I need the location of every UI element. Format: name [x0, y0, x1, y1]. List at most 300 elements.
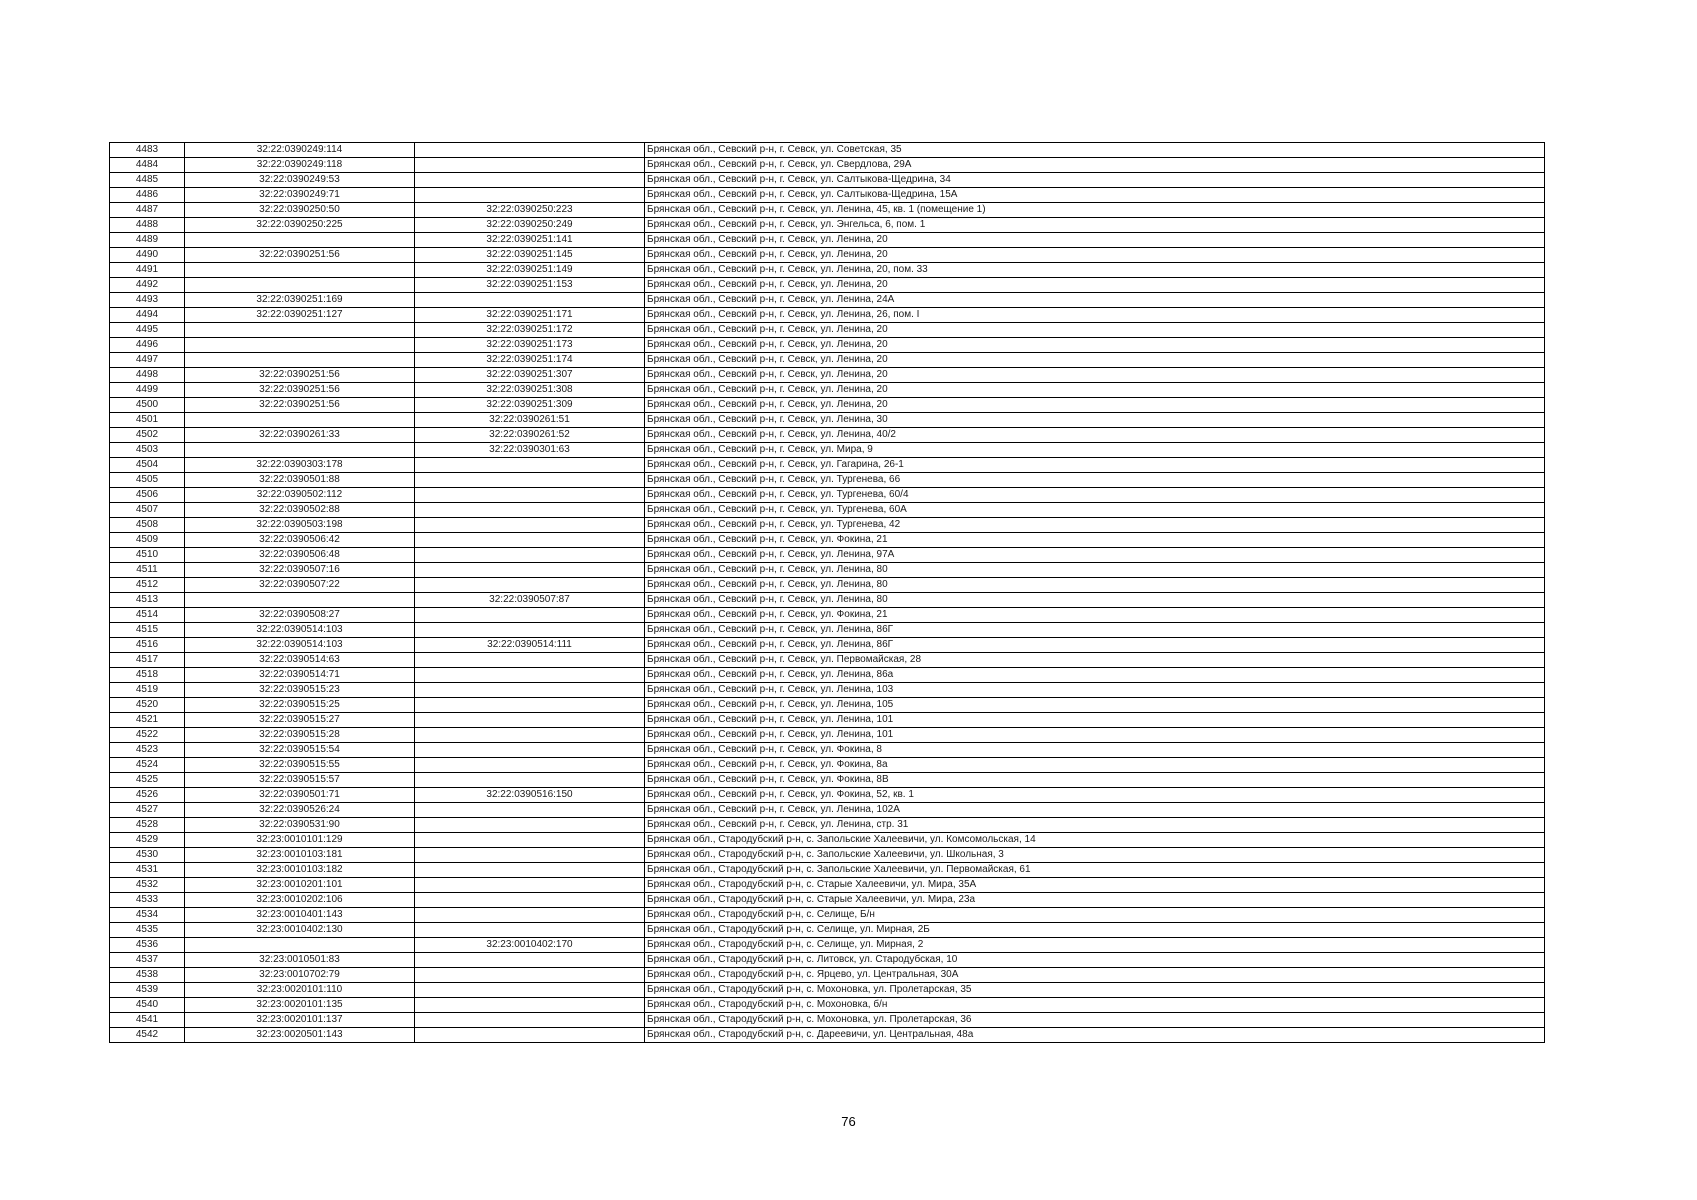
- address-cell: Брянская обл., Севский р-н, г. Севск, ул. Ленина, 20: [645, 323, 1545, 338]
- row-number-cell: 4483: [110, 143, 185, 158]
- row-number-cell: 4518: [110, 668, 185, 683]
- cadastral-number-cell: [185, 593, 415, 608]
- table-row: [110, 533, 1545, 548]
- object-cadastral-number-cell: [415, 773, 645, 788]
- object-cadastral-number-cell: 32:22:0390251:307: [415, 368, 645, 383]
- cadastral-number-cell: 32:22:0390515:23: [185, 683, 415, 698]
- row-number-cell: 4490: [110, 248, 185, 263]
- table-row: [110, 308, 1545, 323]
- address-cell: Брянская обл., Севский р-н, г. Севск, ул. Фокина, 52, кв. 1: [645, 788, 1545, 803]
- address-cell: Брянская обл., Севский р-н, г. Севск, ул. Ленина, 40/2: [645, 428, 1545, 443]
- cadastral-number-cell: 32:22:0390249:114: [185, 143, 415, 158]
- row-number-cell: 4504: [110, 458, 185, 473]
- cadastral-number-cell: [185, 263, 415, 278]
- table-row: [110, 698, 1545, 713]
- table-row: [110, 908, 1545, 923]
- table-row: [110, 728, 1545, 743]
- table-row: [110, 368, 1545, 383]
- cadastral-number-cell: 32:23:0010103:181: [185, 848, 415, 863]
- cadastral-number-cell: 32:22:0390503:198: [185, 518, 415, 533]
- table-row: [110, 773, 1545, 788]
- address-cell: Брянская обл., Севский р-н, г. Севск, ул. Ленина, стр. 31: [645, 818, 1545, 833]
- cadastral-number-cell: 32:22:0390251:127: [185, 308, 415, 323]
- address-cell: Брянская обл., Стародубский р-н, с. Мохоновка, ул. Пролетарская, 35: [645, 983, 1545, 998]
- row-number-cell: 4488: [110, 218, 185, 233]
- row-number-cell: 4497: [110, 353, 185, 368]
- cadastral-number-cell: 32:23:0010201:101: [185, 878, 415, 893]
- table-row: [110, 428, 1545, 443]
- row-number-cell: 4510: [110, 548, 185, 563]
- object-cadastral-number-cell: 32:22:0390251:173: [415, 338, 645, 353]
- cadastral-number-cell: 32:22:0390514:63: [185, 653, 415, 668]
- cadastral-number-cell: 32:22:0390507:16: [185, 563, 415, 578]
- row-number-cell: 4531: [110, 863, 185, 878]
- cadastral-number-cell: 32:22:0390515:27: [185, 713, 415, 728]
- row-number-cell: 4522: [110, 728, 185, 743]
- address-cell: Брянская обл., Стародубский р-н, с. Запольские Халеевичи, ул. Школьная, 3: [645, 848, 1545, 863]
- address-cell: Брянская обл., Севский р-н, г. Севск, ул. Ленина, 20: [645, 368, 1545, 383]
- table-row: [110, 713, 1545, 728]
- row-number-cell: 4538: [110, 968, 185, 983]
- object-cadastral-number-cell: 32:22:0390251:174: [415, 353, 645, 368]
- object-cadastral-number-cell: [415, 653, 645, 668]
- table-row: [110, 758, 1545, 773]
- address-cell: Брянская обл., Стародубский р-н, с. Старые Халеевичи, ул. Мира, 35А: [645, 878, 1545, 893]
- object-cadastral-number-cell: [415, 563, 645, 578]
- row-number-cell: 4511: [110, 563, 185, 578]
- row-number-cell: 4506: [110, 488, 185, 503]
- registry-table: [109, 142, 1545, 1043]
- cadastral-number-cell: 32:22:0390251:169: [185, 293, 415, 308]
- address-cell: Брянская обл., Севский р-н, г. Севск, ул. Тургенева, 42: [645, 518, 1545, 533]
- table-row: [110, 638, 1545, 653]
- address-cell: Брянская обл., Севский р-н, г. Севск, ул. Ленина, 26, пом. I: [645, 308, 1545, 323]
- object-cadastral-number-cell: 32:22:0390250:249: [415, 218, 645, 233]
- row-number-cell: 4528: [110, 818, 185, 833]
- table-row: [110, 143, 1545, 158]
- object-cadastral-number-cell: [415, 518, 645, 533]
- object-cadastral-number-cell: [415, 1013, 645, 1028]
- cadastral-number-cell: [185, 938, 415, 953]
- address-cell: Брянская обл., Севский р-н, г. Севск, ул. Ленина, 86а: [645, 668, 1545, 683]
- table-row: [110, 188, 1545, 203]
- object-cadastral-number-cell: [415, 728, 645, 743]
- table-row: [110, 668, 1545, 683]
- cadastral-number-cell: 32:23:0020501:143: [185, 1028, 415, 1043]
- table-row: [110, 398, 1545, 413]
- object-cadastral-number-cell: [415, 758, 645, 773]
- table-row: [110, 623, 1545, 638]
- object-cadastral-number-cell: [415, 578, 645, 593]
- address-cell: Брянская обл., Стародубский р-н, с. Мохоновка, б/н: [645, 998, 1545, 1013]
- table-row: [110, 203, 1545, 218]
- row-number-cell: 4519: [110, 683, 185, 698]
- address-cell: Брянская обл., Севский р-н, г. Севск, ул. Тургенева, 66: [645, 473, 1545, 488]
- address-cell: Брянская обл., Севский р-н, г. Севск, ул. Фокина, 8: [645, 743, 1545, 758]
- object-cadastral-number-cell: [415, 188, 645, 203]
- cadastral-number-cell: 32:22:0390249:53: [185, 173, 415, 188]
- address-cell: Брянская обл., Севский р-н, г. Севск, ул. Мира, 9: [645, 443, 1545, 458]
- table-row: [110, 218, 1545, 233]
- cadastral-number-cell: 32:22:0390531:90: [185, 818, 415, 833]
- address-cell: Брянская обл., Севский р-н, г. Севск, ул. Свердлова, 29А: [645, 158, 1545, 173]
- registry-table-wrapper: [109, 142, 1544, 1043]
- table-row: [110, 983, 1545, 998]
- registry-table-body: [110, 143, 1545, 1043]
- cadastral-number-cell: 32:22:0390508:27: [185, 608, 415, 623]
- object-cadastral-number-cell: 32:22:0390251:153: [415, 278, 645, 293]
- cadastral-number-cell: 32:23:0010702:79: [185, 968, 415, 983]
- address-cell: Брянская обл., Стародубский р-н, с. Ярцево, ул. Центральная, 30А: [645, 968, 1545, 983]
- address-cell: Брянская обл., Севский р-н, г. Севск, ул. Ленина, 24А: [645, 293, 1545, 308]
- row-number-cell: 4500: [110, 398, 185, 413]
- table-row: [110, 833, 1545, 848]
- row-number-cell: 4541: [110, 1013, 185, 1028]
- row-number-cell: 4529: [110, 833, 185, 848]
- object-cadastral-number-cell: [415, 503, 645, 518]
- table-row: [110, 1013, 1545, 1028]
- address-cell: Брянская обл., Севский р-н, г. Севск, ул. Ленина, 80: [645, 563, 1545, 578]
- cadastral-number-cell: [185, 323, 415, 338]
- object-cadastral-number-cell: 32:23:0010402:170: [415, 938, 645, 953]
- table-row: [110, 548, 1545, 563]
- object-cadastral-number-cell: 32:22:0390507:87: [415, 593, 645, 608]
- row-number-cell: 4489: [110, 233, 185, 248]
- cadastral-number-cell: 32:22:0390501:88: [185, 473, 415, 488]
- address-cell: Брянская обл., Севский р-н, г. Севск, ул. Тургенева, 60/4: [645, 488, 1545, 503]
- object-cadastral-number-cell: 32:22:0390261:51: [415, 413, 645, 428]
- row-number-cell: 4537: [110, 953, 185, 968]
- row-number-cell: 4523: [110, 743, 185, 758]
- row-number-cell: 4503: [110, 443, 185, 458]
- address-cell: Брянская обл., Севский р-н, г. Севск, ул. Ленина, 20: [645, 353, 1545, 368]
- row-number-cell: 4540: [110, 998, 185, 1013]
- table-row: [110, 353, 1545, 368]
- row-number-cell: 4535: [110, 923, 185, 938]
- object-cadastral-number-cell: [415, 473, 645, 488]
- row-number-cell: 4530: [110, 848, 185, 863]
- object-cadastral-number-cell: 32:22:0390301:63: [415, 443, 645, 458]
- object-cadastral-number-cell: [415, 833, 645, 848]
- cadastral-number-cell: 32:22:0390515:25: [185, 698, 415, 713]
- address-cell: Брянская обл., Севский р-н, г. Севск, ул. Ленина, 86Г: [645, 623, 1545, 638]
- cadastral-number-cell: 32:22:0390515:55: [185, 758, 415, 773]
- cadastral-number-cell: 32:22:0390261:33: [185, 428, 415, 443]
- table-row: [110, 518, 1545, 533]
- row-number-cell: 4508: [110, 518, 185, 533]
- object-cadastral-number-cell: [415, 668, 645, 683]
- row-number-cell: 4496: [110, 338, 185, 353]
- row-number-cell: 4507: [110, 503, 185, 518]
- table-row: [110, 248, 1545, 263]
- table-row: [110, 488, 1545, 503]
- table-row: [110, 443, 1545, 458]
- address-cell: Брянская обл., Севский р-н, г. Севск, ул. Ленина, 102А: [645, 803, 1545, 818]
- table-row: [110, 278, 1545, 293]
- table-row: [110, 923, 1545, 938]
- address-cell: Брянская обл., Севский р-н, г. Севск, ул. Салтыкова-Щедрина, 34: [645, 173, 1545, 188]
- cadastral-number-cell: 32:22:0390515:28: [185, 728, 415, 743]
- cadastral-number-cell: 32:22:0390515:54: [185, 743, 415, 758]
- cadastral-number-cell: 32:22:0390303:178: [185, 458, 415, 473]
- object-cadastral-number-cell: [415, 293, 645, 308]
- row-number-cell: 4542: [110, 1028, 185, 1043]
- row-number-cell: 4493: [110, 293, 185, 308]
- table-row: [110, 938, 1545, 953]
- object-cadastral-number-cell: [415, 1028, 645, 1043]
- table-row: [110, 503, 1545, 518]
- object-cadastral-number-cell: [415, 953, 645, 968]
- address-cell: Брянская обл., Севский р-н, г. Севск, ул. Гагарина, 26-1: [645, 458, 1545, 473]
- object-cadastral-number-cell: 32:22:0390251:309: [415, 398, 645, 413]
- cadastral-number-cell: 32:22:0390514:71: [185, 668, 415, 683]
- cadastral-number-cell: 32:22:0390526:24: [185, 803, 415, 818]
- cadastral-number-cell: 32:23:0010103:182: [185, 863, 415, 878]
- table-row: [110, 953, 1545, 968]
- object-cadastral-number-cell: [415, 488, 645, 503]
- table-row: [110, 1028, 1545, 1043]
- address-cell: Брянская обл., Стародубский р-н, с. Запольские Халеевичи, ул. Первомайская, 61: [645, 863, 1545, 878]
- object-cadastral-number-cell: [415, 863, 645, 878]
- cadastral-number-cell: [185, 413, 415, 428]
- row-number-cell: 4509: [110, 533, 185, 548]
- cadastral-number-cell: 32:23:0010501:83: [185, 953, 415, 968]
- address-cell: Брянская обл., Севский р-н, г. Севск, ул. Энгельса, 6, пом. 1: [645, 218, 1545, 233]
- cadastral-number-cell: 32:22:0390250:50: [185, 203, 415, 218]
- object-cadastral-number-cell: 32:22:0390251:141: [415, 233, 645, 248]
- address-cell: Брянская обл., Севский р-н, г. Севск, ул. Ленина, 20: [645, 398, 1545, 413]
- object-cadastral-number-cell: 32:22:0390261:52: [415, 428, 645, 443]
- row-number-cell: 4492: [110, 278, 185, 293]
- cadastral-number-cell: [185, 338, 415, 353]
- address-cell: Брянская обл., Севский р-н, г. Севск, ул. Ленина, 103: [645, 683, 1545, 698]
- address-cell: Брянская обл., Севский р-н, г. Севск, ул. Первомайская, 28: [645, 653, 1545, 668]
- table-row: [110, 323, 1545, 338]
- table-row: [110, 563, 1545, 578]
- address-cell: Брянская обл., Стародубский р-н, с. Запольские Халеевичи, ул. Комсомольская, 14: [645, 833, 1545, 848]
- address-cell: Брянская обл., Севский р-н, г. Севск, ул. Ленина, 80: [645, 578, 1545, 593]
- object-cadastral-number-cell: [415, 713, 645, 728]
- address-cell: Брянская обл., Севский р-н, г. Севск, ул. Салтыкова-Щедрина, 15А: [645, 188, 1545, 203]
- object-cadastral-number-cell: [415, 623, 645, 638]
- object-cadastral-number-cell: [415, 548, 645, 563]
- table-row: [110, 173, 1545, 188]
- row-number-cell: 4520: [110, 698, 185, 713]
- address-cell: Брянская обл., Стародубский р-н, с. Селище, ул. Мирная, 2Б: [645, 923, 1545, 938]
- row-number-cell: 4524: [110, 758, 185, 773]
- cadastral-number-cell: [185, 233, 415, 248]
- cadastral-number-cell: 32:22:0390514:103: [185, 638, 415, 653]
- cadastral-number-cell: 32:22:0390251:56: [185, 398, 415, 413]
- row-number-cell: 4484: [110, 158, 185, 173]
- object-cadastral-number-cell: [415, 158, 645, 173]
- object-cadastral-number-cell: [415, 848, 645, 863]
- object-cadastral-number-cell: [415, 968, 645, 983]
- cadastral-number-cell: 32:22:0390251:56: [185, 383, 415, 398]
- row-number-cell: 4539: [110, 983, 185, 998]
- table-row: [110, 968, 1545, 983]
- row-number-cell: 4536: [110, 938, 185, 953]
- table-row: [110, 578, 1545, 593]
- object-cadastral-number-cell: 32:22:0390251:308: [415, 383, 645, 398]
- cadastral-number-cell: 32:23:0010101:129: [185, 833, 415, 848]
- address-cell: Брянская обл., Стародубский р-н, с. Старые Халеевичи, ул. Мира, 23а: [645, 893, 1545, 908]
- row-number-cell: 4516: [110, 638, 185, 653]
- cadastral-number-cell: 32:22:0390249:118: [185, 158, 415, 173]
- row-number-cell: 4513: [110, 593, 185, 608]
- cadastral-number-cell: 32:22:0390506:42: [185, 533, 415, 548]
- object-cadastral-number-cell: [415, 998, 645, 1013]
- cadastral-number-cell: 32:22:0390515:57: [185, 773, 415, 788]
- table-row: [110, 593, 1545, 608]
- address-cell: Брянская обл., Севский р-н, г. Севск, ул. Советская, 35: [645, 143, 1545, 158]
- object-cadastral-number-cell: [415, 893, 645, 908]
- table-row: [110, 338, 1545, 353]
- row-number-cell: 4512: [110, 578, 185, 593]
- cadastral-number-cell: 32:22:0390251:56: [185, 368, 415, 383]
- row-number-cell: 4514: [110, 608, 185, 623]
- address-cell: Брянская обл., Стародубский р-н, с. Селище, ул. Мирная, 2: [645, 938, 1545, 953]
- object-cadastral-number-cell: [415, 923, 645, 938]
- row-number-cell: 4499: [110, 383, 185, 398]
- row-number-cell: 4517: [110, 653, 185, 668]
- object-cadastral-number-cell: 32:22:0390250:223: [415, 203, 645, 218]
- address-cell: Брянская обл., Севский р-н, г. Севск, ул. Ленина, 101: [645, 728, 1545, 743]
- address-cell: Брянская обл., Севский р-н, г. Севск, ул. Ленина, 105: [645, 698, 1545, 713]
- address-cell: Брянская обл., Севский р-н, г. Севск, ул. Фокина, 8В: [645, 773, 1545, 788]
- row-number-cell: 4505: [110, 473, 185, 488]
- table-row: [110, 293, 1545, 308]
- cadastral-number-cell: 32:22:0390506:48: [185, 548, 415, 563]
- address-cell: Брянская обл., Севский р-н, г. Севск, ул. Ленина, 20: [645, 383, 1545, 398]
- cadastral-number-cell: 32:22:0390250:225: [185, 218, 415, 233]
- object-cadastral-number-cell: 32:22:0390251:171: [415, 308, 645, 323]
- table-row: [110, 413, 1545, 428]
- table-row: [110, 233, 1545, 248]
- row-number-cell: 4491: [110, 263, 185, 278]
- address-cell: Брянская обл., Севский р-н, г. Севск, ул. Фокина, 21: [645, 608, 1545, 623]
- object-cadastral-number-cell: [415, 458, 645, 473]
- address-cell: Брянская обл., Стародубский р-н, с. Мохоновка, ул. Пролетарская, 36: [645, 1013, 1545, 1028]
- address-cell: Брянская обл., Севский р-н, г. Севск, ул. Ленина, 80: [645, 593, 1545, 608]
- cadastral-number-cell: [185, 353, 415, 368]
- row-number-cell: 4515: [110, 623, 185, 638]
- object-cadastral-number-cell: [415, 143, 645, 158]
- table-row: [110, 473, 1545, 488]
- row-number-cell: 4495: [110, 323, 185, 338]
- object-cadastral-number-cell: 32:22:0390251:172: [415, 323, 645, 338]
- row-number-cell: 4501: [110, 413, 185, 428]
- address-cell: Брянская обл., Севский р-н, г. Севск, ул. Ленина, 97А: [645, 548, 1545, 563]
- object-cadastral-number-cell: [415, 803, 645, 818]
- object-cadastral-number-cell: [415, 878, 645, 893]
- object-cadastral-number-cell: [415, 818, 645, 833]
- object-cadastral-number-cell: [415, 743, 645, 758]
- page-number: 76: [841, 1114, 856, 1129]
- table-row: [110, 863, 1545, 878]
- cadastral-number-cell: 32:22:0390514:103: [185, 623, 415, 638]
- table-row: [110, 383, 1545, 398]
- row-number-cell: 4521: [110, 713, 185, 728]
- address-cell: Брянская обл., Севский р-н, г. Севск, ул. Ленина, 101: [645, 713, 1545, 728]
- cadastral-number-cell: 32:22:0390501:71: [185, 788, 415, 803]
- row-number-cell: 4533: [110, 893, 185, 908]
- table-row: [110, 803, 1545, 818]
- row-number-cell: 4486: [110, 188, 185, 203]
- row-number-cell: 4526: [110, 788, 185, 803]
- address-cell: Брянская обл., Севский р-н, г. Севск, ул. Ленина, 20: [645, 278, 1545, 293]
- cadastral-number-cell: 32:23:0020101:110: [185, 983, 415, 998]
- object-cadastral-number-cell: [415, 908, 645, 923]
- table-row: [110, 893, 1545, 908]
- object-cadastral-number-cell: [415, 608, 645, 623]
- table-row: [110, 158, 1545, 173]
- cadastral-number-cell: [185, 443, 415, 458]
- table-row: [110, 653, 1545, 668]
- table-row: [110, 743, 1545, 758]
- address-cell: Брянская обл., Севский р-н, г. Севск, ул. Ленина, 20: [645, 338, 1545, 353]
- address-cell: Брянская обл., Севский р-н, г. Севск, ул. Ленина, 45, кв. 1 (помещение 1): [645, 203, 1545, 218]
- row-number-cell: 4485: [110, 173, 185, 188]
- cadastral-number-cell: 32:22:0390502:112: [185, 488, 415, 503]
- row-number-cell: 4532: [110, 878, 185, 893]
- object-cadastral-number-cell: [415, 683, 645, 698]
- row-number-cell: 4502: [110, 428, 185, 443]
- table-row: [110, 818, 1545, 833]
- address-cell: Брянская обл., Стародубский р-н, с. Дареевичи, ул. Центральная, 48а: [645, 1028, 1545, 1043]
- table-row: [110, 878, 1545, 893]
- cadastral-number-cell: 32:22:0390249:71: [185, 188, 415, 203]
- cadastral-number-cell: 32:22:0390502:88: [185, 503, 415, 518]
- address-cell: Брянская обл., Севский р-н, г. Севск, ул. Ленина, 20, пом. 33: [645, 263, 1545, 278]
- table-row: [110, 683, 1545, 698]
- address-cell: Брянская обл., Севский р-н, г. Севск, ул. Ленина, 20: [645, 248, 1545, 263]
- object-cadastral-number-cell: 32:22:0390516:150: [415, 788, 645, 803]
- row-number-cell: 4487: [110, 203, 185, 218]
- table-row: [110, 998, 1545, 1013]
- address-cell: Брянская обл., Севский р-н, г. Севск, ул. Тургенева, 60А: [645, 503, 1545, 518]
- object-cadastral-number-cell: 32:22:0390251:149: [415, 263, 645, 278]
- table-row: [110, 848, 1545, 863]
- address-cell: Брянская обл., Стародубский р-н, с. Селище, Б/н: [645, 908, 1545, 923]
- object-cadastral-number-cell: [415, 983, 645, 998]
- object-cadastral-number-cell: 32:22:0390251:145: [415, 248, 645, 263]
- table-row: [110, 263, 1545, 278]
- cadastral-number-cell: 32:23:0010202:106: [185, 893, 415, 908]
- address-cell: Брянская обл., Севский р-н, г. Севск, ул. Фокина, 8а: [645, 758, 1545, 773]
- cadastral-number-cell: 32:23:0020101:135: [185, 998, 415, 1013]
- cadastral-number-cell: 32:23:0020101:137: [185, 1013, 415, 1028]
- object-cadastral-number-cell: [415, 173, 645, 188]
- cadastral-number-cell: 32:22:0390507:22: [185, 578, 415, 593]
- object-cadastral-number-cell: 32:22:0390514:111: [415, 638, 645, 653]
- cadastral-number-cell: 32:22:0390251:56: [185, 248, 415, 263]
- object-cadastral-number-cell: [415, 533, 645, 548]
- address-cell: Брянская обл., Севский р-н, г. Севск, ул. Фокина, 21: [645, 533, 1545, 548]
- table-row: [110, 788, 1545, 803]
- cadastral-number-cell: 32:23:0010402:130: [185, 923, 415, 938]
- address-cell: Брянская обл., Стародубский р-н, с. Литовск, ул. Стародубская, 10: [645, 953, 1545, 968]
- table-row: [110, 458, 1545, 473]
- address-cell: Брянская обл., Севский р-н, г. Севск, ул. Ленина, 30: [645, 413, 1545, 428]
- row-number-cell: 4534: [110, 908, 185, 923]
- row-number-cell: 4527: [110, 803, 185, 818]
- table-row: [110, 608, 1545, 623]
- row-number-cell: 4494: [110, 308, 185, 323]
- cadastral-number-cell: 32:23:0010401:143: [185, 908, 415, 923]
- address-cell: Брянская обл., Севский р-н, г. Севск, ул. Ленина, 20: [645, 233, 1545, 248]
- row-number-cell: 4498: [110, 368, 185, 383]
